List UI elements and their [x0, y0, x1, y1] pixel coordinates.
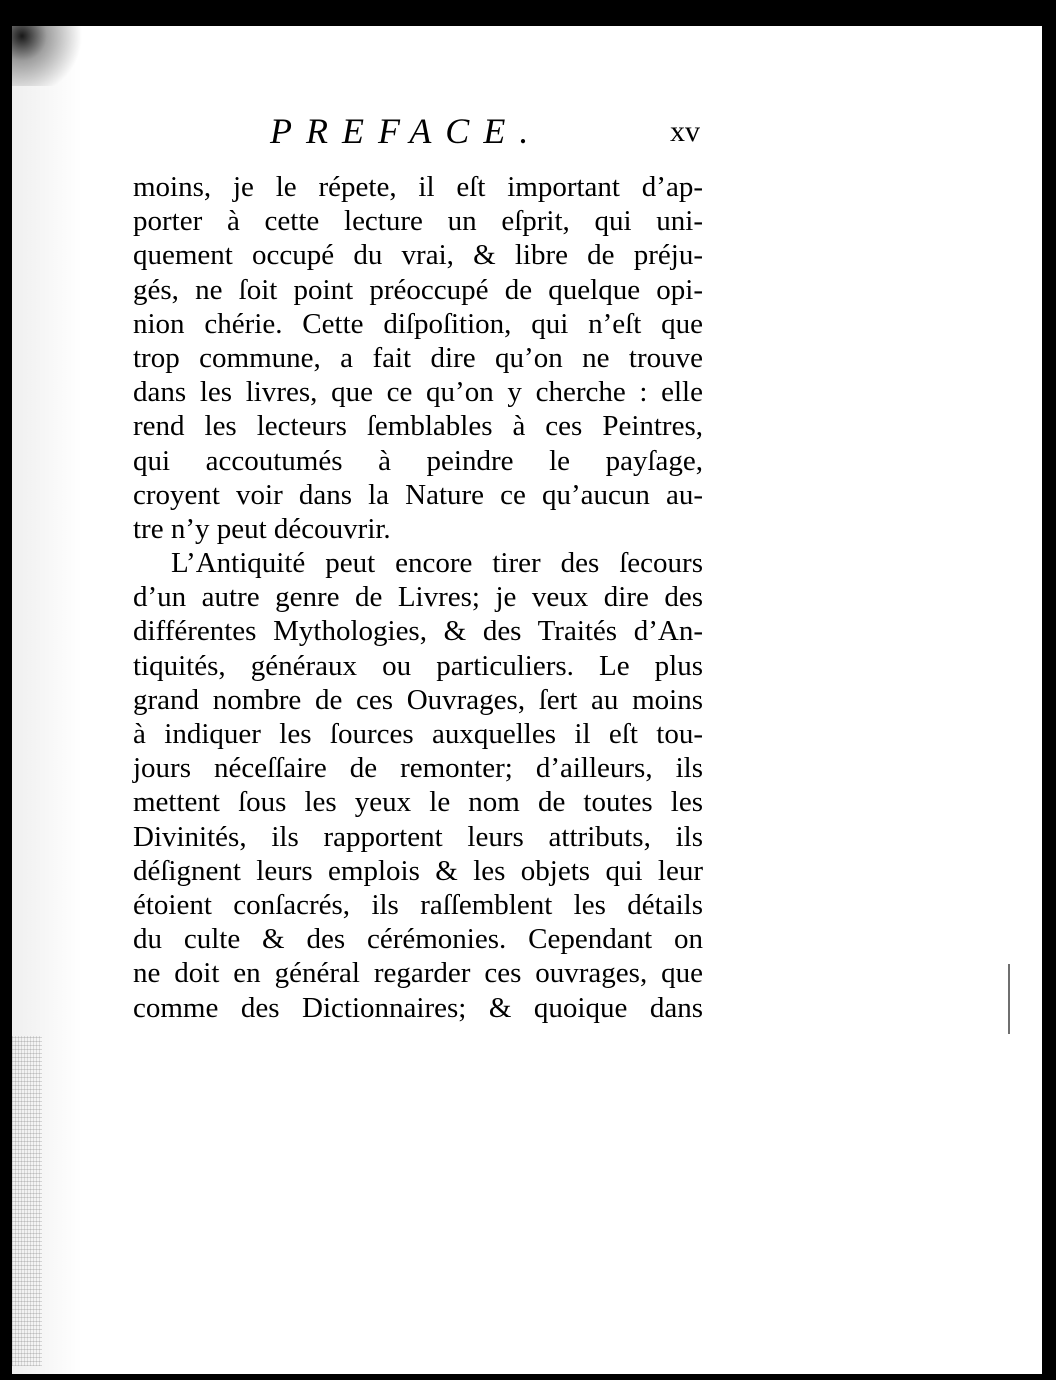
text-line: étoient conſacrés, ils raſſemblent les détails	[133, 888, 703, 921]
text-line: moins, je le répete, il eſt important d’ap-	[133, 171, 703, 203]
text-line: dans les livres, que ce qu’on y cherche : elle	[133, 376, 703, 409]
body-text	[133, 170, 703, 1025]
paragraph	[133, 170, 703, 546]
text-line: jours néceſſaire de remonter; d’ailleurs, ils	[133, 752, 703, 785]
text-line: ne doit en général regarder ces ouvrages, que	[133, 957, 703, 990]
text-line: quement occupé du vrai, & libre de préju-	[133, 239, 703, 272]
text-line: à indiquer les ſources auxquelles il eſt tou-	[133, 718, 703, 750]
text-line: qui accoutumés à peindre le payſage,	[133, 444, 703, 477]
text-line: déſignent leurs emplois & les objets qui leur	[133, 854, 703, 887]
page-number: xv	[670, 115, 700, 148]
paragraph	[133, 546, 703, 1025]
corner-smudge	[12, 26, 82, 86]
text-line: mettent ſous les yeux le nom de toutes les	[133, 786, 703, 819]
text-line: différentes Mythologies, & des Traités d’An-	[133, 615, 703, 648]
text-line: nion chérie. Cette diſpoſition, qui n’eſt que	[133, 307, 703, 340]
text-line: tiquités, généraux ou particuliers. Le plus	[133, 649, 703, 682]
scan-edge-noise	[12, 1036, 42, 1366]
text-line: d’un autre genre de Livres; je veux dire des	[133, 581, 703, 614]
text-line: tre n’y peut découvrir.	[133, 512, 391, 545]
text-line: porter à cette lecture un eſprit, qui uni-	[133, 205, 703, 238]
text-line: rend les lecteurs ſemblables à ces Peintres,	[133, 410, 703, 443]
text-line: du culte & des cérémonies. Cependant on	[133, 923, 703, 956]
text-line: gés, ne ſoit point préoccupé de quelque opi-	[133, 273, 703, 306]
running-header	[270, 106, 700, 156]
text-line: comme des Dictionnaires; & quoique dans	[133, 991, 703, 1024]
text-line: croyent voir dans la Nature ce qu’aucun au-	[133, 478, 703, 511]
running-title: PREFACE.	[270, 111, 543, 151]
text-line: Divinités, ils rapportent leurs attributs, ils	[133, 820, 703, 853]
margin-mark	[1008, 964, 1010, 1034]
text-line: L’Antiquité peut encore tirer des ſecours	[171, 547, 703, 580]
text-line: trop commune, a fait dire qu’on ne trouve	[133, 341, 703, 374]
text-line: grand nombre de ces Ouvrages, ſert au moins	[133, 683, 703, 716]
